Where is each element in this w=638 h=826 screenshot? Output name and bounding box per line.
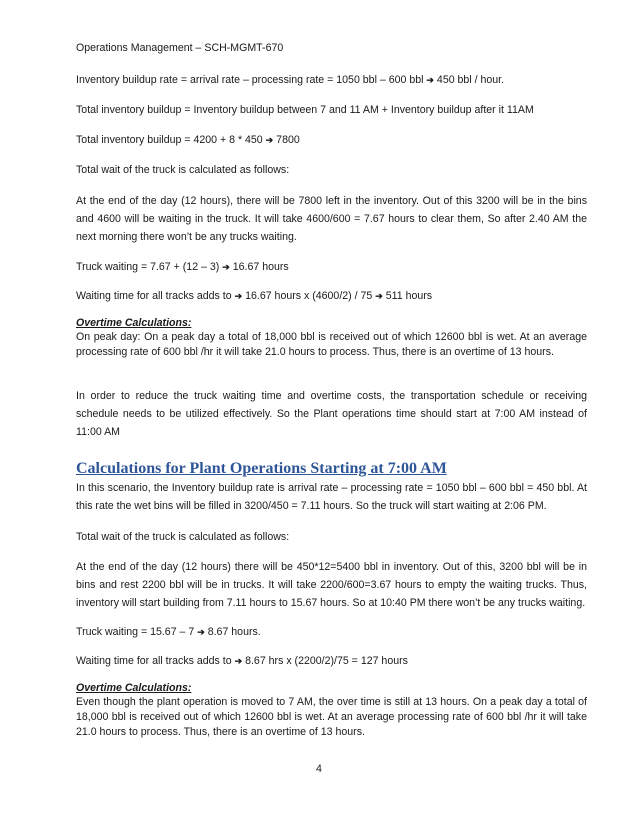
page-number: 4 xyxy=(316,763,322,775)
waiting-time-text-2: Waiting time for all tracks adds to xyxy=(76,655,232,667)
right-arrow-icon: ➔ xyxy=(234,291,243,301)
truck-wait-intro-2: Total wait of the truck is calculated as follows: xyxy=(76,531,290,543)
section-heading: Calculations for Plant Operations Starting at 7:00 AM xyxy=(76,460,447,477)
end-of-day-paragraph-2: At the end of the day (12 hours) there will be 450*12=5400 bbl in inventory. Out of this, 3200 bbl will be in bins and rest 2200 bbl will be in trucks. It will take 2200/600=3.67 hours to empty the waiting trucks. Thus, inventory will start building from 7.11 hours to 15.67 hours. So at 10:40 PM there won’t be any trucks waiting. xyxy=(76,561,587,609)
right-arrow-icon: ➔ xyxy=(222,262,230,272)
total-buildup-definition: Total inventory buildup = Inventory buildup between 7 and 11 AM + Inventory buildup after it 11AM xyxy=(76,104,534,116)
truck-wait-intro: Total wait of the truck is calculated as follows: xyxy=(76,164,290,176)
inventory-rate-text: Inventory buildup rate = arrival rate – processing rate = 1050 bbl – 600 bbl xyxy=(76,74,424,86)
waiting-time-line-2 xyxy=(76,653,587,669)
right-arrow-icon: ➔ xyxy=(426,75,434,85)
overtime-paragraph-2: Even though the plant operation is moved to 7 AM, the over time is still at 13 hours. On a peak day a total of 18,000 bbl is received out of which 12600 bbl is wet. At an average processing rate of 600 bbl /hr it will take 21.0 hours to process. Thus, there is an overtime of 13 hours. xyxy=(76,696,587,738)
truck-waiting-line-2 xyxy=(76,624,587,640)
overtime-paragraph: On peak day: On a peak day a total of 18,000 bbl is received out of which 12600 bbl is wet. At an average processing rate of 600 bbl /hr it will take 21.0 hours to process. Thus, there is an overtime of 13 hours. xyxy=(76,331,587,358)
total-buildup-text: Total inventory buildup = 4200 + 8 * 450 xyxy=(76,134,263,146)
waiting-time-text: Waiting time for all tracks adds to xyxy=(76,290,232,302)
overtime-heading-2: Overtime Calculations: xyxy=(76,682,192,694)
right-arrow-icon: ➔ xyxy=(265,135,274,145)
truck-waiting-text: Truck waiting = 7.67 + (12 – 3) xyxy=(76,261,220,273)
inventory-rate-result: 450 bbl / hour. xyxy=(436,74,505,86)
truck-waiting-line xyxy=(76,259,587,275)
right-arrow-icon: ➔ xyxy=(197,627,205,637)
right-arrow-icon: ➔ xyxy=(375,291,383,301)
truck-waiting-result-2: 8.67 hours. xyxy=(207,626,261,638)
truck-waiting-result: 16.67 hours xyxy=(232,261,289,273)
truck-waiting-text-2: Truck waiting = 15.67 – 7 xyxy=(76,626,195,638)
total-buildup-line xyxy=(76,132,587,148)
inventory-rate-line xyxy=(76,72,587,88)
waiting-time-line xyxy=(76,288,587,304)
running-header: Operations Management – SCH-MGMT-670 xyxy=(76,42,284,54)
scenario-paragraph: In this scenario, the Inventory buildup rate is arrival rate – processing rate = 1050 bbl – 600 bbl = 450 bbl. At this rate the wet bins will be filled in 3200/450 = 7.11 hours. So the truck will start waiting at 2:06 PM. xyxy=(76,482,587,512)
overtime-heading: Overtime Calculations: xyxy=(76,317,192,329)
page-content xyxy=(76,72,587,740)
waiting-time-formula: 16.67 hours x (4600/2) / 75 xyxy=(245,290,373,302)
end-of-day-paragraph: At the end of the day (12 hours), there will be 7800 left in the inventory. Out of this 3200 will be in the bins and 4600 will be waiting in the truck. It will take 4600/600 = 7.67 hours to clear them, So after 2.40 AM the next morning there won’t be any trucks waiting. xyxy=(76,195,587,243)
right-arrow-icon: ➔ xyxy=(234,656,243,666)
schedule-recommendation: In order to reduce the truck waiting time and overtime costs, the transportation schedule or receiving schedule needs to be utilized effectively. So the Plant operations time should start at 7:00 AM instead of 11:00 AM xyxy=(76,390,587,438)
total-buildup-result: 7800 xyxy=(276,134,300,146)
waiting-time-result: 511 hours xyxy=(385,290,433,302)
waiting-time-result-2: 8.67 hrs x (2200/2)/75 = 127 hours xyxy=(245,655,408,667)
